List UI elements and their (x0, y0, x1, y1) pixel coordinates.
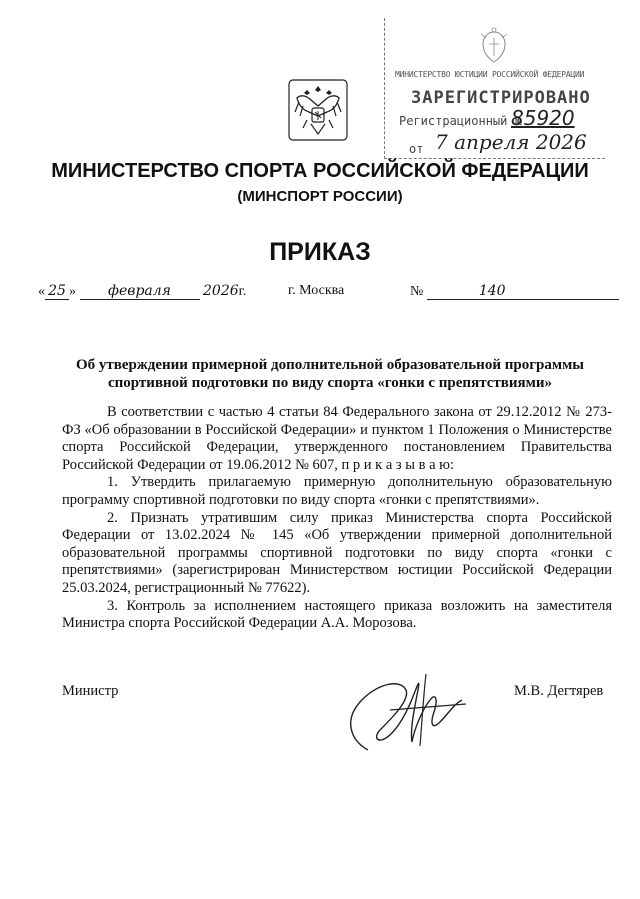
registration-stamp (384, 18, 605, 159)
stamp-ministry: МИНИСТЕРСТВО ЮСТИЦИИ РОССИЙСКОЙ ФЕДЕРАЦИИ (395, 70, 585, 79)
ministry-name: МИНИСТЕРСТВО СПОРТА РОССИЙСКОЙ ФЕДЕРАЦИИ (51, 160, 589, 182)
stamp-date: 7 апреля 2026 (435, 130, 587, 154)
coat-of-arms-icon (285, 76, 351, 144)
order-month: февраля (80, 283, 200, 300)
order-year-suffix: г. (238, 284, 247, 299)
order-year: 2026 (203, 283, 239, 299)
document-type: ПРИКАЗ (269, 238, 371, 266)
quote-open: « (38, 284, 45, 299)
quote-close: » (69, 284, 76, 299)
clause-1-paragraph: 1. Утвердить прилагаемую примерную дополнительную образовательную программу спортивной подготовки по виду спорта «гонки с препятствиями». (62, 474, 612, 508)
order-title (60, 356, 600, 392)
stamp-reg-number: 85920 (511, 106, 575, 130)
stamp-emblem-icon (477, 26, 511, 66)
order-title-line-1: Об утверждении примерной дополнительной образовательной программы (75, 357, 585, 373)
clause-2-paragraph: 2. Признать утратившим силу приказ Министерства спорта Российской Федерации от 13.02.2024 № 145 «Об утверждении примерной дополнительной образовательной программы спортивной подготовки по виду спорта «гонки с препятствиями» (зарегистрирован Министерством юстиции Российской Федерации 25.03.2024, регистрационный № 77622). (62, 509, 612, 596)
stamp-registered: ЗАРЕГИСТРИРОВАНО (411, 88, 591, 108)
order-city: г. Москва (288, 283, 345, 298)
stamp-date-label: от (409, 142, 424, 156)
order-day: 25 (45, 283, 69, 300)
order-number: 140 (427, 283, 619, 300)
order-body (62, 404, 612, 633)
ministry-short-name: (МИНСПОРТ РОССИИ) (237, 188, 403, 205)
stamp-reg-number-label: Регистрационный № (399, 114, 522, 128)
order-number-block (410, 283, 619, 300)
preamble-paragraph: В соответствии с частью 4 статьи 84 Федерального закона от 29.12.2012 № 273-ФЗ «Об образовании в Российской Федерации» и пунктом 1 Положения о Министерстве спорта Российской Федерации, утвержденного постановлением Правительства Российской Федерации от 19.06.2012 № 607, п р и к а з ы в а ю: (62, 404, 612, 473)
signatory-name: М.В. Дегтярев (514, 683, 604, 699)
signatory-title: Министр (62, 683, 119, 699)
order-date (38, 283, 246, 300)
order-title-line-2: спортивной подготовки по виду спорта «гонки с препятствиями» (107, 375, 552, 391)
handwritten-signature-icon (330, 660, 480, 760)
clause-3-paragraph: 3. Контроль за исполнением настоящего приказа возложить на заместителя Министра спорта Российской Федерации А.А. Морозова. (62, 597, 612, 632)
order-number-label: № (410, 284, 424, 299)
